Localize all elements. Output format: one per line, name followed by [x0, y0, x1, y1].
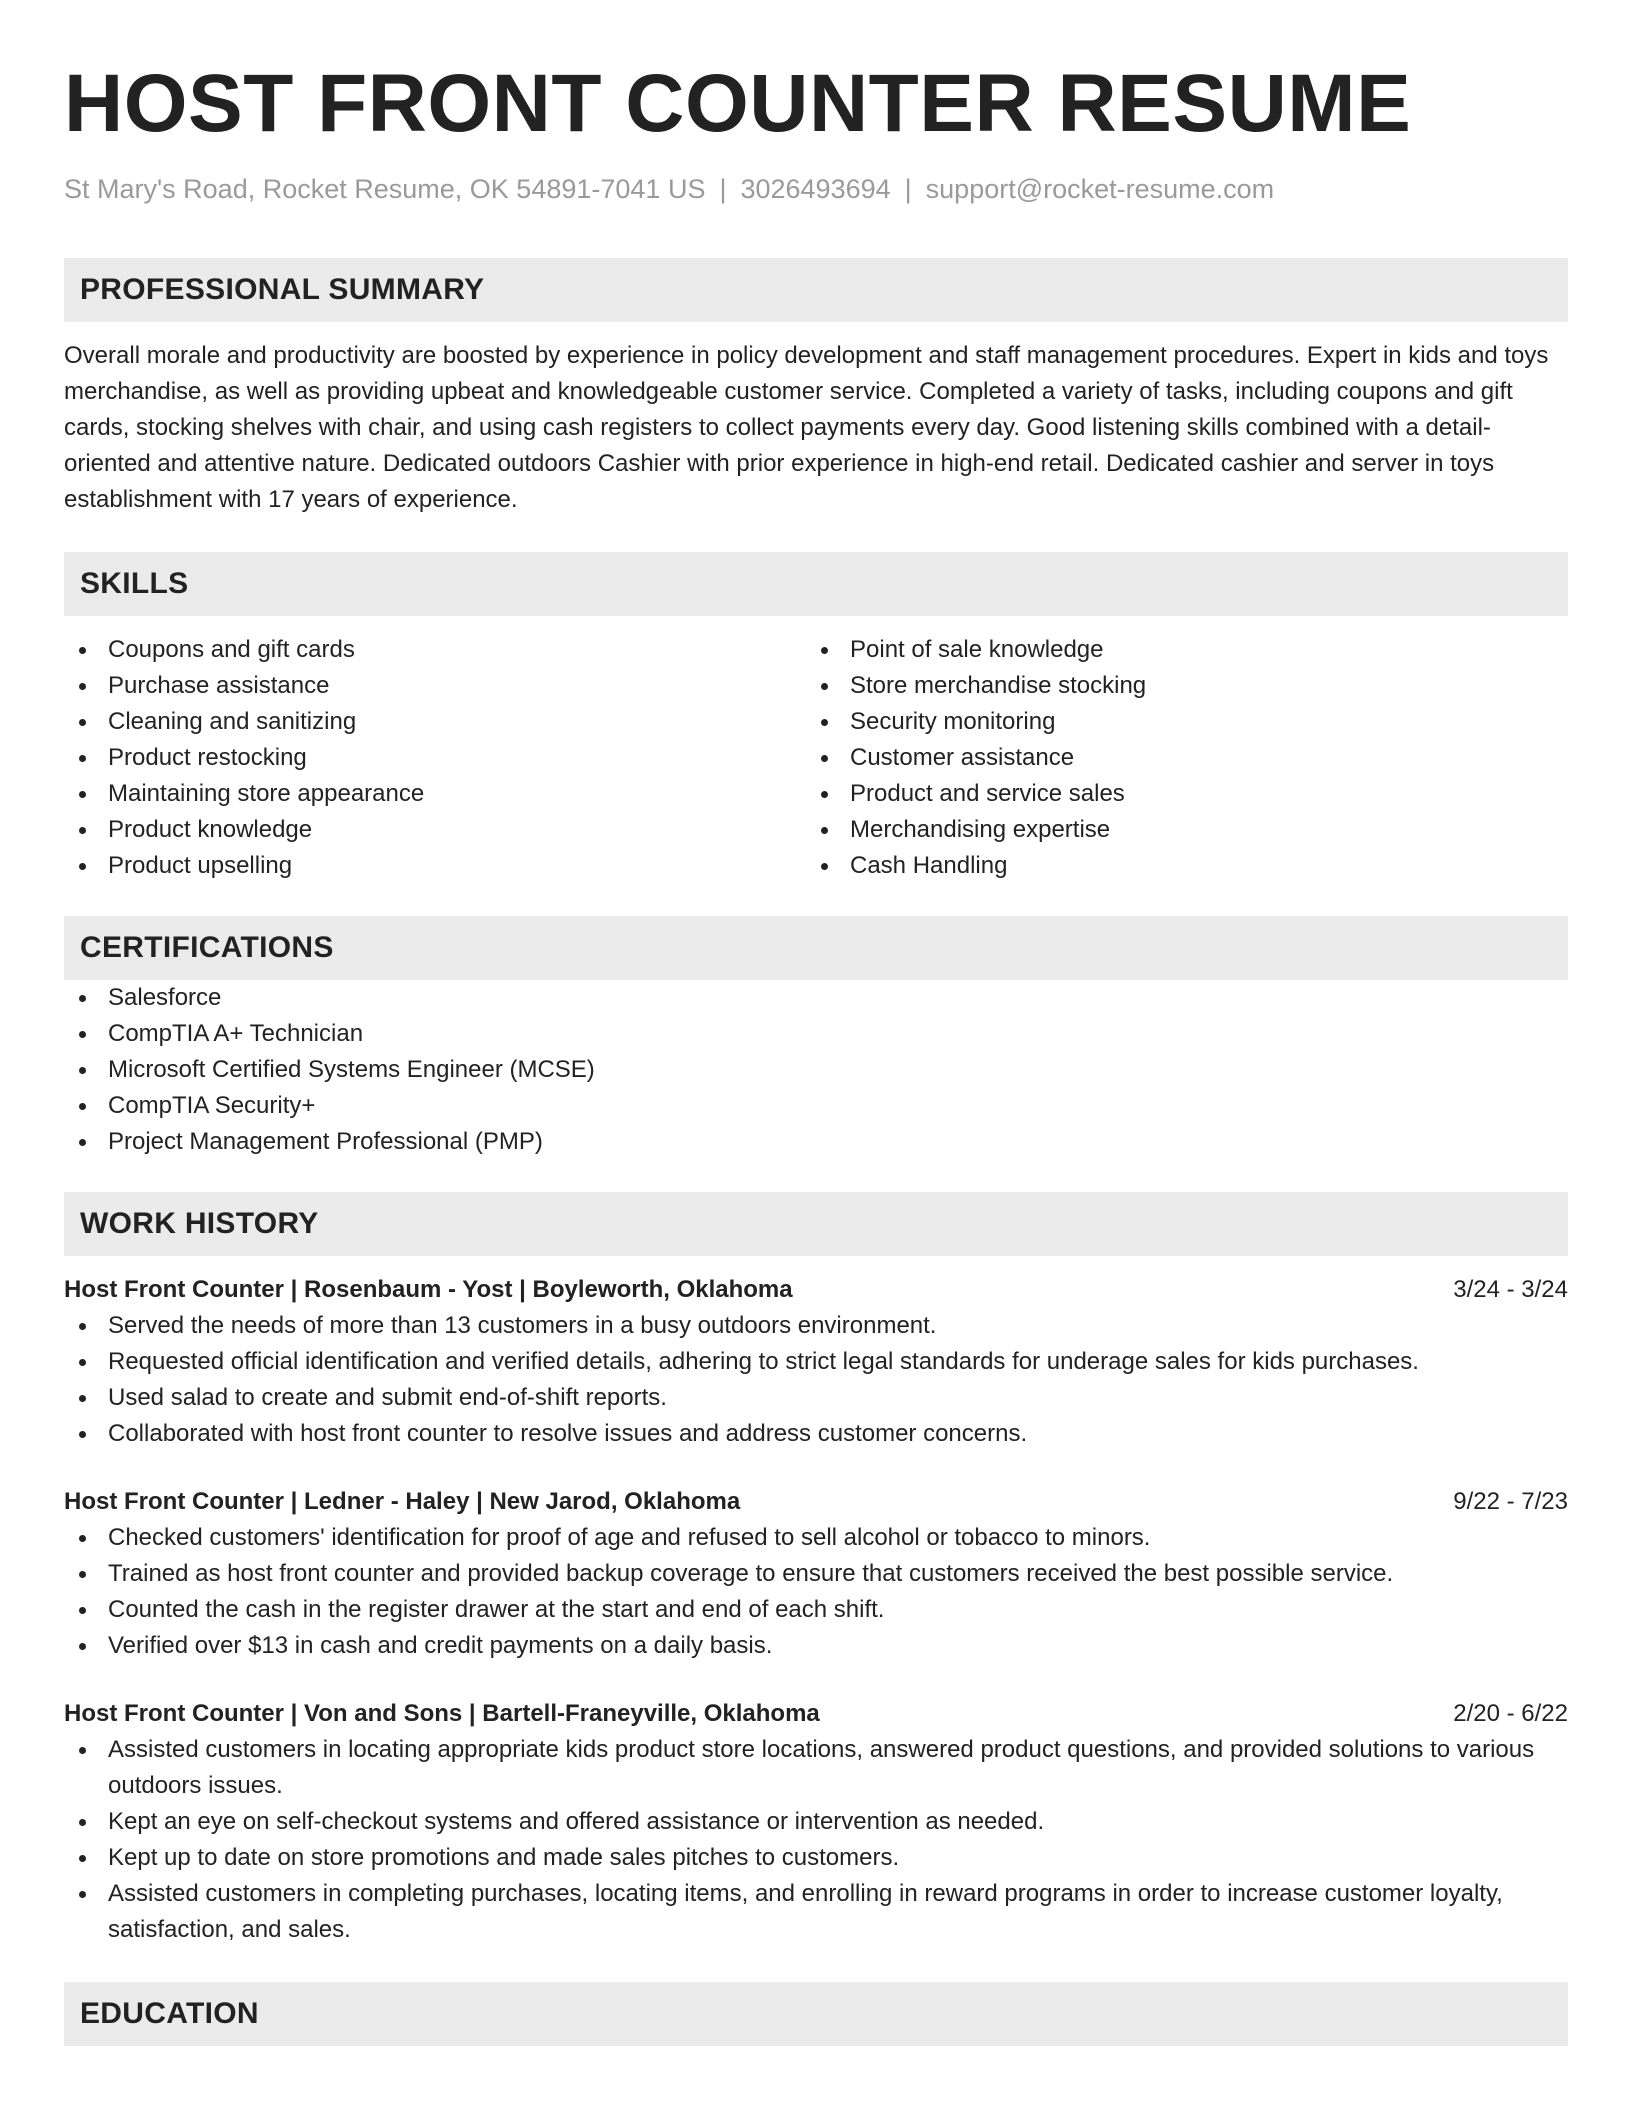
bullet-icon: [79, 1819, 86, 1826]
job-duty-text: Kept up to date on store promotions and made sales pitches to customers.: [108, 1844, 900, 1871]
job-duty-item: [64, 1592, 1568, 1628]
certifications-list: [64, 980, 1568, 1160]
skill-item: [64, 776, 806, 812]
certification-label: Microsoft Certified Systems Engineer (MCSE): [108, 1056, 595, 1083]
skill-label: Merchandising expertise: [850, 816, 1111, 843]
section-header-skills: SKILLS: [64, 552, 1568, 616]
job-entry: [64, 1696, 1568, 1948]
bullet-icon: [79, 1139, 86, 1146]
contact-phone: 3026493694: [740, 174, 891, 204]
skill-label: Product restocking: [108, 744, 307, 771]
job-duty-text: Checked customers' identification for proof of age and refused to sell alcohol or tobacco to minors.: [108, 1524, 1151, 1551]
contact-separator: |: [904, 174, 912, 204]
skill-label: Security monitoring: [850, 708, 1056, 735]
bullet-icon: [79, 1031, 86, 1038]
skill-item: [64, 848, 806, 884]
bullet-icon: [79, 1395, 86, 1402]
job-duty-item: [64, 1344, 1568, 1380]
job-duties-list: [64, 1520, 1568, 1664]
skills-grid: [64, 632, 1568, 884]
skills-column-left: [64, 632, 806, 884]
job-duty-text: Assisted customers in locating appropriate kids product store locations, answered product questions, and provided solutions to various outdoors issues.: [108, 1736, 1535, 1799]
bullet-icon: [821, 863, 828, 870]
bullet-icon: [821, 791, 828, 798]
bullet-icon: [79, 719, 86, 726]
job-duty-text: Verified over $13 in cash and credit payments on a daily basis.: [108, 1632, 773, 1659]
skill-item: [806, 848, 1548, 884]
certification-item: [64, 1088, 1568, 1124]
skill-item: [64, 704, 806, 740]
job-duty-text: Counted the cash in the register drawer at the start and end of each shift.: [108, 1596, 885, 1623]
job-duty-text: Kept an eye on self-checkout systems and offered assistance or intervention as needed.: [108, 1808, 1045, 1835]
skill-label: Coupons and gift cards: [108, 636, 355, 663]
certification-label: Project Management Professional (PMP): [108, 1128, 543, 1155]
skill-item: [64, 632, 806, 668]
certification-label: CompTIA Security+: [108, 1092, 316, 1119]
skill-label: Maintaining store appearance: [108, 780, 425, 807]
bullet-icon: [79, 995, 86, 1002]
job-entry: [64, 1484, 1568, 1664]
job-dates: 2/20 - 6/22: [1453, 1700, 1568, 1727]
bullet-icon: [79, 863, 86, 870]
certification-label: CompTIA A+ Technician: [108, 1020, 364, 1047]
section-header-professional-summary: PROFESSIONAL SUMMARY: [64, 258, 1568, 322]
skill-item: [806, 632, 1548, 668]
skills-list-right: [806, 632, 1548, 884]
skill-label: Product and service sales: [850, 780, 1125, 807]
section-header-work-history: WORK HISTORY: [64, 1192, 1568, 1256]
certification-label: Salesforce: [108, 984, 222, 1011]
job-title-row: [64, 1484, 1568, 1520]
skill-label: Point of sale knowledge: [850, 636, 1104, 663]
skill-label: Store merchandise stocking: [850, 672, 1147, 699]
skill-label: Cleaning and sanitizing: [108, 708, 357, 735]
job-title: Host Front Counter | Von and Sons | Bartell-Franeyville, Oklahoma: [64, 1700, 820, 1727]
section-header-education: EDUCATION: [64, 1982, 1568, 2046]
skill-label: Customer assistance: [850, 744, 1075, 771]
bullet-icon: [79, 1323, 86, 1330]
bullet-icon: [79, 1067, 86, 1074]
job-dates: 3/24 - 3/24: [1453, 1276, 1568, 1303]
job-duty-text: Requested official identification and verified details, adhering to strict legal standards for underage sales for kids purchases.: [108, 1348, 1419, 1375]
bullet-icon: [821, 647, 828, 654]
job-duty-item: [64, 1876, 1568, 1948]
bullet-icon: [79, 1643, 86, 1650]
bullet-icon: [79, 1747, 86, 1754]
certification-item: [64, 1016, 1568, 1052]
job-title: Host Front Counter | Rosenbaum - Yost | Boyleworth, Oklahoma: [64, 1276, 793, 1303]
job-duty-item: [64, 1732, 1568, 1804]
contact-email: support@rocket-resume.com: [925, 174, 1275, 204]
job-duty-item: [64, 1520, 1568, 1556]
job-title-row: [64, 1272, 1568, 1308]
job-duty-item: [64, 1628, 1568, 1664]
job-duty-item: [64, 1380, 1568, 1416]
skill-item: [64, 740, 806, 776]
job-title-row: [64, 1696, 1568, 1732]
job-duty-text: Used salad to create and submit end-of-shift reports.: [108, 1384, 667, 1411]
skills-list-left: [64, 632, 806, 884]
bullet-icon: [79, 1359, 86, 1366]
skill-item: [806, 812, 1548, 848]
skill-item: [806, 704, 1548, 740]
skill-label: Product knowledge: [108, 816, 313, 843]
certification-item: [64, 1124, 1568, 1160]
job-duty-item: [64, 1556, 1568, 1592]
skill-item: [64, 812, 806, 848]
contact-line: [64, 172, 1568, 206]
skill-item: [806, 740, 1548, 776]
contact-separator: |: [719, 174, 727, 204]
bullet-icon: [79, 755, 86, 762]
section-header-certifications: CERTIFICATIONS: [64, 916, 1568, 980]
job-duty-item: [64, 1308, 1568, 1344]
job-duties-list: [64, 1308, 1568, 1452]
bullet-icon: [79, 1103, 86, 1110]
certification-item: [64, 1052, 1568, 1088]
bullet-icon: [79, 827, 86, 834]
job-duty-item: [64, 1840, 1568, 1876]
job-duties-list: [64, 1732, 1568, 1948]
bullet-icon: [79, 791, 86, 798]
skill-label: Purchase assistance: [108, 672, 330, 699]
bullet-icon: [821, 683, 828, 690]
bullet-icon: [79, 1571, 86, 1578]
bullet-icon: [79, 1535, 86, 1542]
skill-label: Product upselling: [108, 852, 293, 879]
contact-address: St Mary's Road, Rocket Resume, OK 54891-7041 US: [64, 174, 706, 204]
bullet-icon: [821, 827, 828, 834]
job-entry: [64, 1272, 1568, 1452]
bullet-icon: [79, 1607, 86, 1614]
job-duty-item: [64, 1416, 1568, 1452]
resume-title: HOST FRONT COUNTER RESUME: [64, 58, 1412, 149]
skill-label: Cash Handling: [850, 852, 1008, 879]
bullet-icon: [79, 1431, 86, 1438]
job-dates: 9/22 - 7/23: [1453, 1488, 1568, 1515]
skill-item: [806, 668, 1548, 704]
job-duty-text: Collaborated with host front counter to resolve issues and address customer concerns.: [108, 1420, 1028, 1447]
summary-text: Overall morale and productivity are boosted by experience in policy development and staff management procedures. Expert in kids and toys merchandise, as well as providing upbeat and knowledgeable customer service. Completed a variety of tasks, including coupons and gift cards, stocking shelves with chair, and using cash registers to collect payments every day. Good listening skills combined with a detail-oriented and attentive nature. Dedicated outdoors Cashier with prior experience in high-end retail. Dedicated cashier and server in toys establishment with 17 years of experience.: [64, 342, 1549, 513]
job-duty-text: Served the needs of more than 13 customers in a busy outdoors environment.: [108, 1312, 937, 1339]
bullet-icon: [821, 755, 828, 762]
job-duty-text: Trained as host front counter and provided backup coverage to ensure that customers received the best possible service.: [108, 1560, 1394, 1587]
job-duty-item: [64, 1804, 1568, 1840]
job-title: Host Front Counter | Ledner - Haley | New Jarod, Oklahoma: [64, 1488, 741, 1515]
skill-item: [64, 668, 806, 704]
bullet-icon: [79, 1891, 86, 1898]
bullet-icon: [79, 647, 86, 654]
bullet-icon: [79, 683, 86, 690]
skills-column-right: [806, 632, 1548, 884]
certification-item: [64, 980, 1568, 1016]
skill-item: [806, 776, 1548, 812]
bullet-icon: [821, 719, 828, 726]
bullet-icon: [79, 1855, 86, 1862]
job-duty-text: Assisted customers in completing purchases, locating items, and enrolling in reward programs in order to increase customer loyalty, satisfaction, and sales.: [108, 1880, 1503, 1943]
